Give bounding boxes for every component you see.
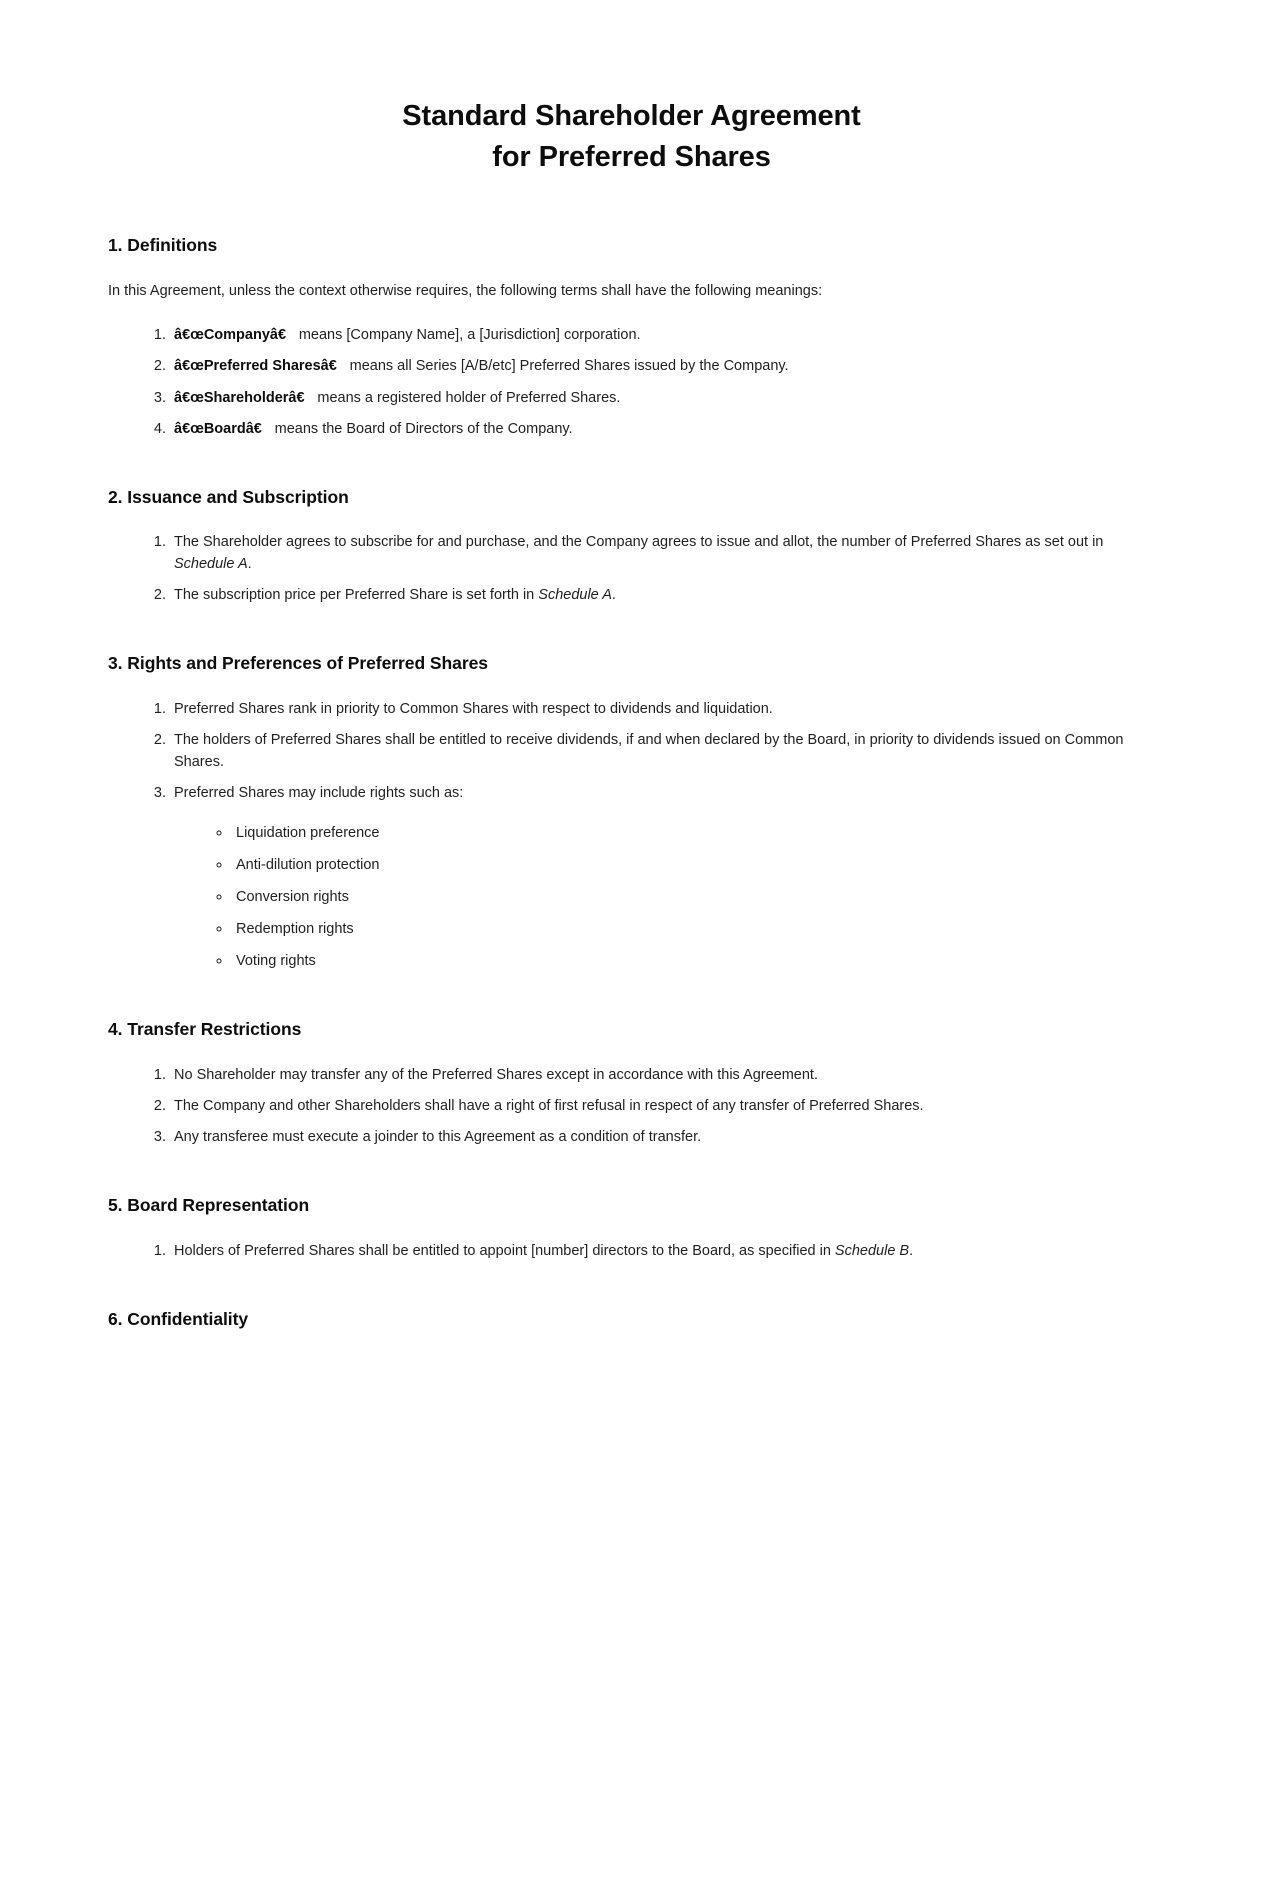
definition-term: â€œPreferred Sharesâ€ (174, 358, 346, 375)
heading-issuance-and-subscription: 2. Issuance and Subscription (108, 486, 349, 507)
page-title (108, 96, 1155, 178)
list-item: 2. The holders of Preferred Shares shall be entitled to receive dividends, if and when declared by the Board, in priority to dividends issued on Common Shares. (170, 729, 1155, 773)
heading-transfer-restrictions: 4. Transfer Restrictions (108, 1019, 302, 1040)
page-title-line-1: Standard Shareholder Agreement (402, 100, 861, 132)
list-item: 3. Any transferee must execute a joinder to this Agreement as a condition of transfer. (170, 1126, 1155, 1148)
heading-confidentiality: 6. Confidentiality (108, 1308, 249, 1329)
issuance-item-2-text-a: The subscription price per Preferred Share is set forth in (174, 587, 539, 604)
list-item: ◦ Conversion rights (232, 886, 1155, 908)
list-item: ◦ Liquidation preference (232, 822, 1155, 844)
page-title-line-2: for Preferred Shares (492, 141, 771, 174)
definitions-list (108, 324, 1155, 439)
issuance-item-1-text-b: . (247, 556, 252, 573)
definition-text: means the Board of Directors of the Company. (270, 420, 573, 437)
list-item: ◦ Voting rights (232, 950, 1155, 972)
rights-sublist (174, 822, 1155, 972)
list-item (170, 584, 1155, 606)
list-item: 2. The Company and other Shareholders shall have a right of first refusal in respect of any transfer of Preferred Shares. (170, 1095, 1155, 1117)
schedule-reference: Schedule B (834, 1242, 910, 1259)
schedule-reference: Schedule A (538, 587, 612, 604)
list-item: ◦ Anti-dilution protection (232, 854, 1155, 876)
list-item: ◦ Redemption rights (232, 918, 1155, 940)
definition-text: means all Series [A/B/etc] Preferred Shares issued by the Company. (345, 358, 789, 375)
transfer-list (108, 1064, 1155, 1148)
list-item: 1. No Shareholder may transfer any of the Preferred Shares except in accordance with this Agreement. (170, 1064, 1155, 1086)
list-item: 1. Preferred Shares rank in priority to Common Shares with respect to dividends and liquidation. (170, 698, 1155, 720)
list-item (170, 782, 1155, 972)
heading-board-representation: 5. Board Representation (108, 1194, 310, 1215)
issuance-list (108, 531, 1155, 606)
schedule-reference: Schedule A (174, 556, 248, 573)
list-item (170, 387, 1155, 409)
board-item-1-text-b: . (909, 1242, 914, 1259)
list-item (170, 355, 1155, 377)
list-item (170, 418, 1155, 440)
definition-term: â€œBoardâ€ (174, 420, 271, 437)
list-item (170, 1240, 1155, 1262)
board-item-1-text-a: Holders of Preferred Shares shall be entitled to appoint [number] directors to the Board, as specified in (174, 1242, 835, 1259)
list-item (170, 324, 1155, 346)
rights-item-3-lead: Preferred Shares may include rights such as: (174, 785, 464, 801)
board-list (108, 1240, 1155, 1262)
definition-term: â€œCompanyâ€ (174, 327, 295, 344)
definitions-intro: In this Agreement, unless the context otherwise requires, the following terms shall have the following meanings: (108, 282, 823, 299)
definition-text: means a registered holder of Preferred Shares. (313, 389, 621, 406)
list-item (170, 531, 1155, 575)
rights-list (108, 698, 1155, 972)
heading-rights-and-preferences: 3. Rights and Preferences of Preferred Shares (108, 653, 488, 674)
issuance-item-2-text-b: . (611, 587, 616, 604)
definition-text: means [Company Name], a [Jurisdiction] corporation. (294, 327, 641, 344)
issuance-item-1-text-a: The Shareholder agrees to subscribe for and purchase, and the Company agrees to issue and allot, the number of Preferred Shares as set out in (174, 534, 1104, 551)
heading-definitions: 1. Definitions (108, 235, 218, 256)
definition-term: â€œShareholderâ€ (174, 389, 314, 406)
